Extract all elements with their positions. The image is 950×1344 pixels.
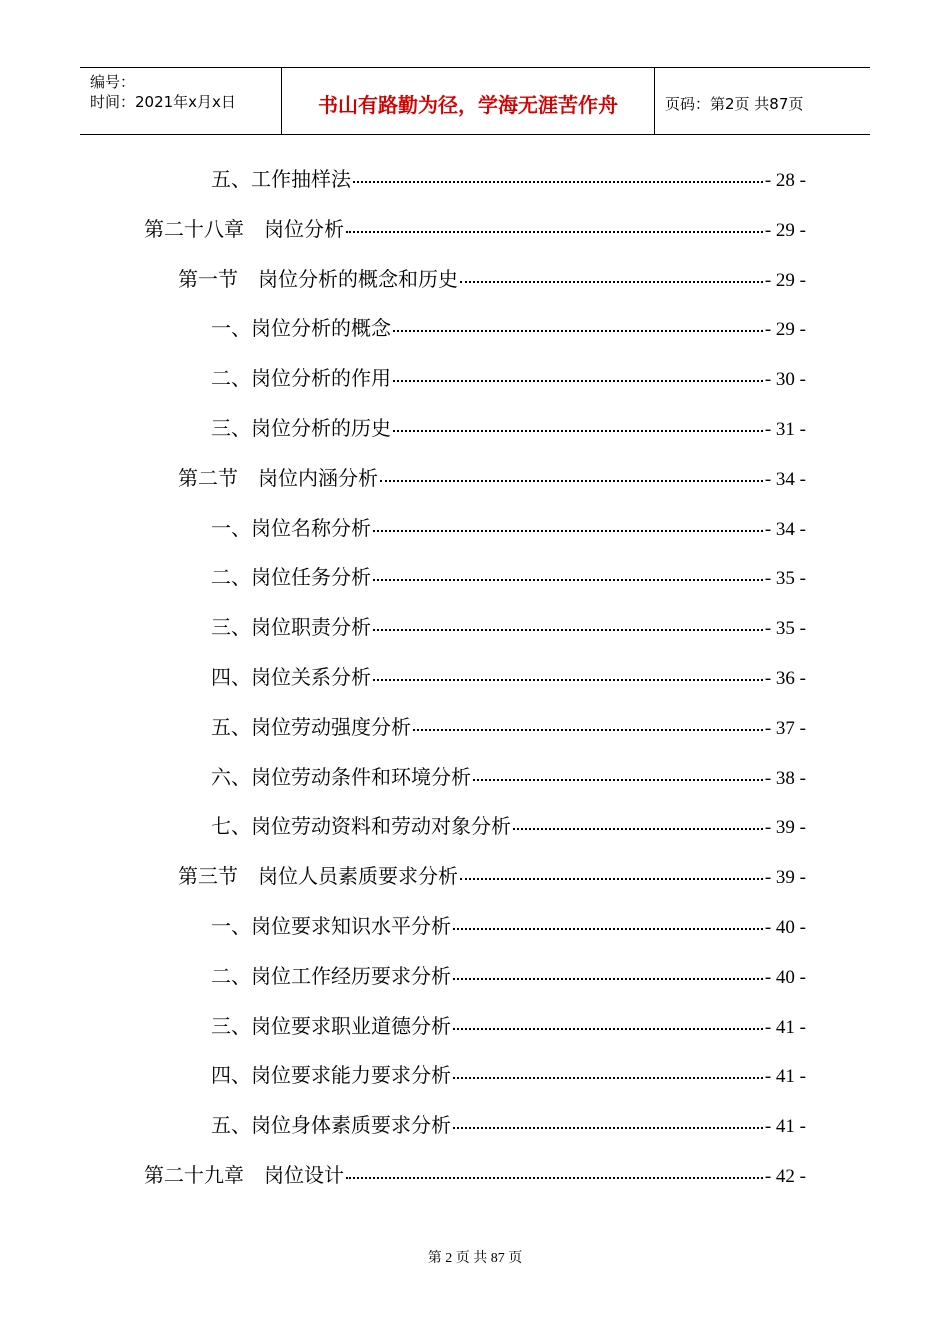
toc-entry-page-number: - 38 - — [764, 767, 806, 789]
toc-entry-label: 五、岗位身体素质要求分析 — [211, 1113, 451, 1138]
toc-entry-label: 一、岗位名称分析 — [211, 515, 371, 540]
toc-entry-page-number: - 41 - — [764, 1116, 806, 1138]
toc-dot-leader — [380, 480, 763, 482]
toc-entry[interactable] — [211, 711, 806, 751]
toc-entry-label: 二、岗位分析的作用 — [211, 366, 391, 391]
toc-dot-leader — [393, 330, 763, 332]
toc-entry[interactable] — [211, 1059, 806, 1099]
toc-entry-page-number: - 31 - — [764, 419, 806, 440]
toc-entry[interactable] — [211, 611, 806, 651]
toc-dot-leader — [460, 878, 763, 880]
toc-entry[interactable] — [211, 362, 806, 402]
toc-entry-page-number: - 40 - — [764, 966, 806, 988]
toc-entry-page-number: - 41 - — [764, 1066, 806, 1088]
toc-entry-label: 三、岗位要求职业道德分析 — [211, 1013, 451, 1038]
toc-entry[interactable] — [211, 960, 806, 1000]
toc-entry-label: 七、岗位劳动资料和劳动对象分析 — [211, 814, 511, 839]
toc-entry-page-number: - 37 - — [764, 717, 806, 739]
toc-entry-page-number: - 42 - — [764, 1166, 806, 1187]
page-footer: 第 2 页 共 87 页 — [427, 1251, 523, 1266]
toc-entry[interactable] — [178, 462, 806, 502]
toc-entry[interactable] — [144, 213, 806, 253]
toc-entry-page-number: - 30 - — [764, 369, 806, 391]
toc-entry-page-number: - 34 - — [764, 468, 806, 490]
toc-entry-label: 二、岗位工作经历要求分析 — [211, 963, 451, 988]
toc-entry-label: 第二节 岗位内涵分析 — [178, 465, 378, 490]
header-motto: 书山有路勤为径，学海无涯苦作舟 — [282, 68, 655, 134]
toc-entry-page-number: - 35 - — [764, 568, 806, 590]
toc-dot-leader — [513, 828, 763, 830]
toc-entry-page-number: - 41 - — [764, 1016, 806, 1038]
toc-entry[interactable] — [211, 163, 806, 203]
toc-dot-leader — [346, 1177, 763, 1179]
toc-entry-page-number: - 39 - — [764, 867, 806, 889]
toc-entry[interactable] — [178, 860, 806, 900]
toc-dot-leader — [373, 629, 763, 631]
toc-dot-leader — [453, 1127, 763, 1129]
toc-entry[interactable] — [144, 1159, 806, 1199]
header-page-info: 页码：第2页 共87页 — [665, 94, 804, 113]
page-header — [80, 67, 870, 135]
toc-entry[interactable] — [178, 263, 806, 303]
document-number-label: 编号： — [90, 73, 136, 91]
toc-dot-leader — [373, 530, 763, 532]
toc-entry-label: 一、岗位分析的概念 — [211, 316, 391, 341]
toc-entry[interactable] — [211, 312, 806, 352]
toc-entry[interactable] — [211, 1010, 806, 1050]
toc-dot-leader — [453, 1077, 763, 1079]
toc-entry-page-number: - 29 - — [764, 269, 806, 291]
toc-entry-label: 二、岗位任务分析 — [211, 565, 371, 590]
toc-entry[interactable] — [211, 810, 806, 850]
toc-dot-leader — [373, 679, 763, 681]
document-date: 时间：2021年x月x日 — [90, 93, 236, 111]
toc-entry-label: 五、工作抽样法 — [211, 167, 351, 191]
toc-entry-label: 第一节 岗位分析的概念和历史 — [178, 266, 458, 291]
toc-entry-label: 三、岗位分析的历史 — [211, 416, 391, 440]
toc-dot-leader — [460, 281, 763, 283]
toc-entry-label: 三、岗位职责分析 — [211, 615, 371, 640]
toc-entry[interactable] — [211, 512, 806, 552]
toc-dot-leader — [373, 579, 763, 581]
toc-entry[interactable] — [211, 910, 806, 950]
toc-entry-page-number: - 29 - — [764, 219, 806, 241]
toc-entry[interactable] — [211, 1109, 806, 1149]
toc-dot-leader — [413, 729, 763, 731]
toc-entry-page-number: - 39 - — [764, 817, 806, 839]
toc-dot-leader — [473, 779, 763, 781]
toc-entry-label: 四、岗位关系分析 — [211, 665, 371, 689]
toc-entry-label: 四、岗位要求能力要求分析 — [211, 1063, 451, 1088]
toc-dot-leader — [393, 430, 763, 432]
toc-entry-page-number: - 35 - — [764, 618, 806, 640]
toc-dot-leader — [353, 181, 763, 183]
toc-entry-label: 五、岗位劳动强度分析 — [211, 714, 411, 739]
toc-entry-page-number: - 34 - — [764, 518, 806, 540]
toc-entry-page-number: - 36 - — [764, 668, 806, 689]
toc-entry-page-number: - 40 - — [764, 917, 806, 938]
toc-entry[interactable] — [211, 412, 806, 452]
toc-dot-leader — [453, 978, 763, 980]
toc-dot-leader — [393, 380, 763, 382]
toc-entry-page-number: - 28 - — [764, 170, 806, 191]
toc-entry[interactable] — [211, 561, 806, 601]
toc-dot-leader — [453, 1028, 763, 1030]
toc-entry-label: 六、岗位劳动条件和环境分析 — [211, 764, 471, 789]
toc-entry-label: 第二十九章 岗位设计 — [144, 1163, 344, 1187]
toc-entry[interactable] — [211, 761, 806, 801]
toc-dot-leader — [453, 928, 763, 930]
toc-dot-leader — [346, 231, 763, 233]
toc-entry-label: 第三节 岗位人员素质要求分析 — [178, 864, 458, 889]
toc-entry-label: 一、岗位要求知识水平分析 — [211, 914, 451, 938]
header-meta — [80, 68, 282, 134]
toc-entry-page-number: - 29 - — [764, 319, 806, 341]
toc-entry-label: 第二十八章 岗位分析 — [144, 216, 344, 241]
toc-entry[interactable] — [211, 661, 806, 701]
